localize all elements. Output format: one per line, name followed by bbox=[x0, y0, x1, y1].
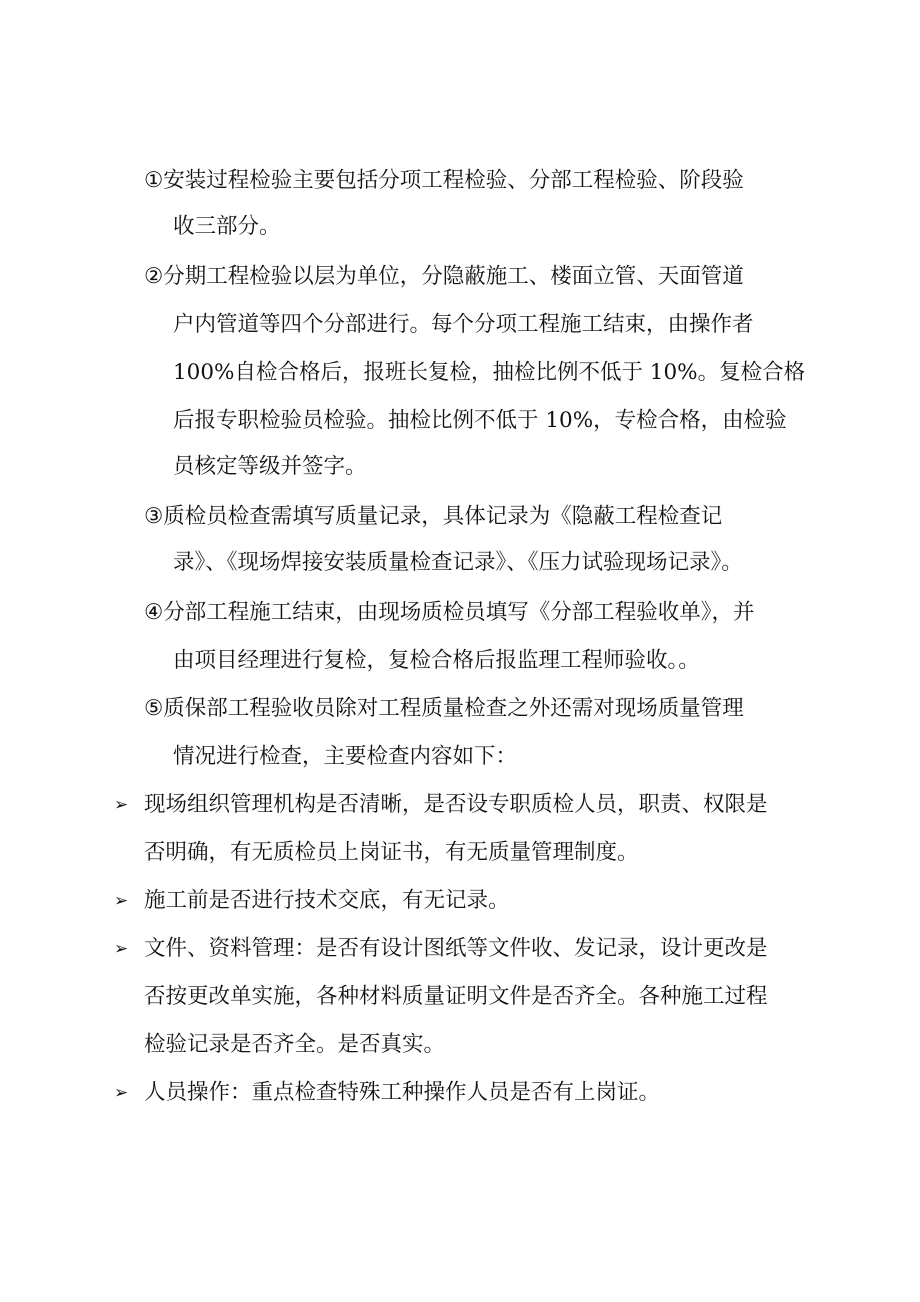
bullet-arrow-icon: ➢ bbox=[114, 795, 129, 815]
numbered-item-3-line-1 bbox=[144, 502, 722, 532]
numbered-item-4-line-2: 由项目经理进行复检，复检合格后报监理工程师验收。。 bbox=[173, 648, 700, 673]
bullet-item-2-line-1: 施工前是否进行技术交底，有无记录。 bbox=[144, 888, 510, 913]
bullet-item-4-line-1: 人员操作：重点检查特殊工种操作人员是否有上岗证。 bbox=[144, 1080, 661, 1105]
numbered-item-1-line-1 bbox=[144, 166, 744, 196]
bullet-item-3-line-3: 检验记录是否齐全。是否真实。 bbox=[144, 1032, 446, 1057]
item-text: 分期工程检验以层为单位，分隐蔽施工、楼面立管、天面管道 bbox=[163, 264, 744, 289]
bullet-item-1-line-2: 否明确，有无质检员上岗证书，有无质量管理制度。 bbox=[144, 840, 639, 865]
item-marker-1: ① bbox=[144, 168, 164, 193]
item-marker-2: ② bbox=[144, 264, 164, 289]
item-text: 质保部工程验收员除对工程质量检查之外还需对现场质量管理 bbox=[163, 696, 744, 721]
item-marker-5: ⑤ bbox=[144, 696, 164, 721]
bullet-item-1-line-1: 现场组织管理机构是否清晰，是否设专职质检人员，职责、权限是 bbox=[144, 792, 768, 817]
bullet-arrow-icon: ➢ bbox=[114, 891, 129, 911]
item-marker-3: ③ bbox=[144, 504, 164, 529]
numbered-item-1-line-2: 收三部分。 bbox=[173, 214, 281, 239]
numbered-item-2-line-2: 户内管道等四个分部进行。每个分项工程施工结束，由操作者 bbox=[173, 312, 754, 337]
item-text: 质检员检查需填写质量记录，具体记录为《隐蔽工程检查记 bbox=[163, 504, 723, 529]
item-marker-4: ④ bbox=[144, 600, 164, 625]
numbered-item-2-line-1 bbox=[144, 262, 744, 292]
item-text: 安装过程检验主要包括分项工程检验、分部工程检验、阶段验 bbox=[163, 168, 744, 193]
bullet-arrow-icon: ➢ bbox=[114, 1083, 129, 1103]
numbered-item-2-line-5: 员核定等级并签字。 bbox=[173, 454, 367, 479]
numbered-item-4-line-1 bbox=[144, 598, 755, 628]
numbered-item-5-line-1 bbox=[144, 694, 744, 724]
item-text: 分部工程施工结束，由现场质检员填写《分部工程验收单》，并 bbox=[163, 600, 755, 625]
bullet-arrow-icon: ➢ bbox=[114, 939, 129, 959]
numbered-item-2-line-4: 后报专职检验员检验。抽检比例不低于 10%，专检合格，由检验 bbox=[173, 408, 787, 433]
numbered-item-5-line-2: 情况进行检查，主要检查内容如下： bbox=[173, 744, 518, 769]
numbered-item-3-line-2: 录》、《现场焊接安装质量检查记录》、《压力试验现场记录》。 bbox=[173, 550, 743, 575]
numbered-item-2-line-3: 100%自检合格后，报班长复检，抽检比例不低于 10%。复检合格 bbox=[173, 360, 806, 385]
bullet-item-3-line-2: 否按更改单实施，各种材料质量证明文件是否齐全。各种施工过程 bbox=[144, 984, 768, 1009]
bullet-item-3-line-1: 文件、资料管理：是否有设计图纸等文件收、发记录，设计更改是 bbox=[144, 936, 768, 961]
